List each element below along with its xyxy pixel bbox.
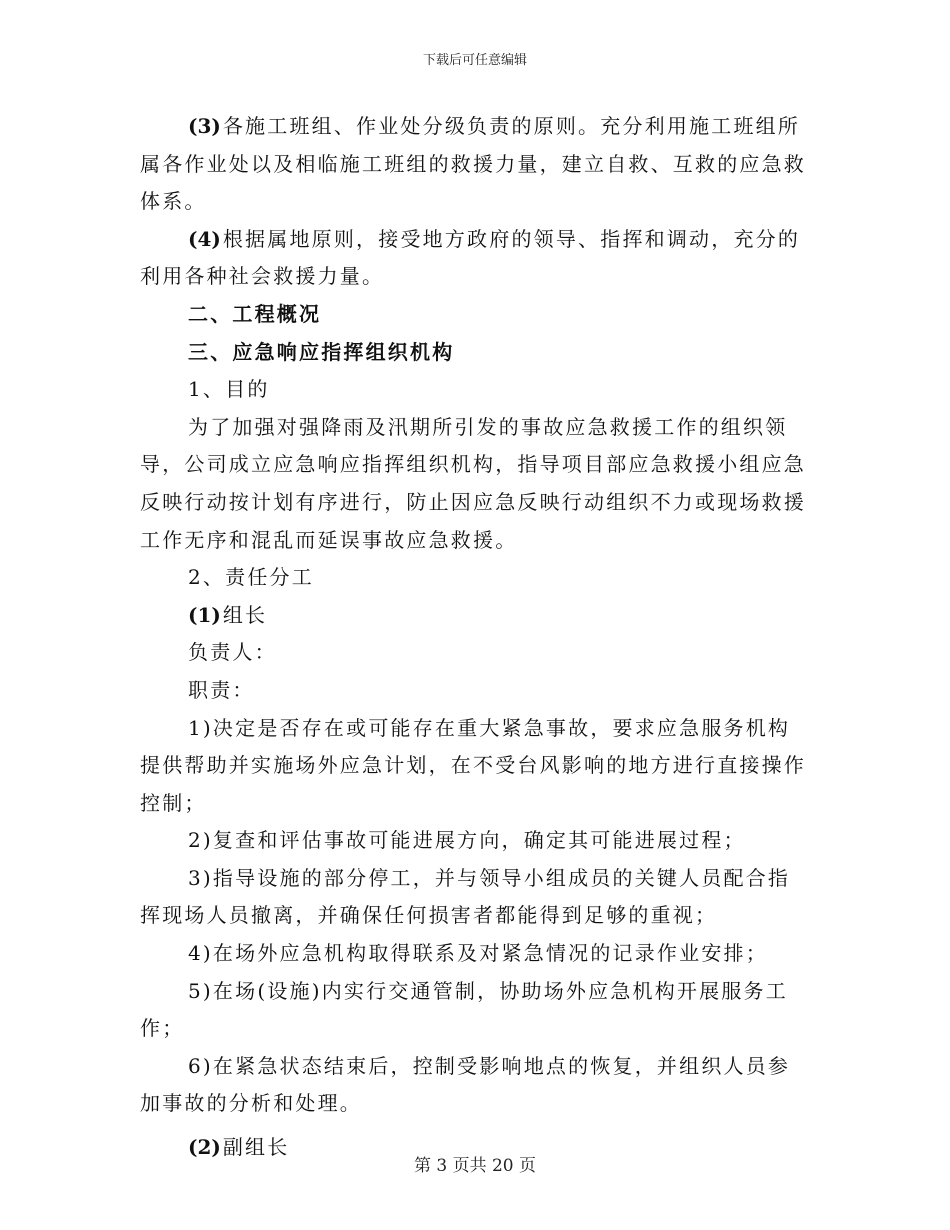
- page-footer: 第 3 页共 20 页: [413, 1156, 537, 1176]
- section-heading-command-organization: 三、应急响应指挥组织机构: [188, 339, 455, 364]
- duty-item: 3)指导设施的部分停工，并与领导小组成员的关键人员配合指挥现场人员撤离，并确保任何损害者都能得到足够的重视；: [140, 865, 791, 928]
- role-title: 副组长: [222, 1135, 290, 1160]
- duties-label: 职责：: [188, 677, 255, 702]
- duty-item: 4)在场外应急机构取得联系及对紧急情况的记录作业安排；: [188, 941, 768, 966]
- section-heading-project-overview: 二、工程概况: [188, 301, 322, 326]
- duty-item: 6)在紧急状态结束后，控制受影响地点的恢复，并组织人员参加事故的分析和处理。: [140, 1053, 791, 1116]
- document-body: [140, 108, 812, 1167]
- role-title: 组长: [222, 602, 268, 627]
- item-number: (3): [188, 114, 221, 138]
- item-number: (2): [188, 1135, 221, 1160]
- page-header: 下载后可任意编辑: [422, 53, 527, 68]
- subheading-purpose: 1、目的: [188, 377, 270, 402]
- paragraph-principle-4: [140, 221, 812, 296]
- paragraph-text: 根据属地原则，接受地方政府的领导、指挥和调动，充分的利用各种社会救援力量。: [140, 226, 801, 289]
- item-number: (4): [188, 226, 221, 251]
- paragraph-text: 各施工班组、作业处分级负责的原则。充分利用施工班组所属各作业处以及相临施工班组的救援力量，建立自救、互救的应急救体系。: [140, 114, 806, 214]
- duty-item: 1)决定是否存在或可能存在重大紧急事故，要求应急服务机构提供帮助并实施场外应急计划，在不受台风影响的地方进行直接操作控制；: [140, 715, 806, 815]
- responsible-person-label: 负责人：: [188, 640, 277, 665]
- paragraph-principle-3: [140, 108, 812, 221]
- duty-item: 5)在场(设施)内实行交通管制，协助场外应急机构开展服务工作；: [140, 978, 788, 1041]
- role-leader: [140, 597, 812, 635]
- paragraph-purpose: 为了加强对强降雨及汛期所引发的事故应急救援工作的组织领导，公司成立应急响应指挥组织机构，指导项目部应急救援小组应急反映行动按计划有序进行，防止因应急反映行动组织不力或现场救援工作无序和混乱而延误事故应急救援。: [140, 414, 806, 552]
- subheading-responsibilities: 2、责任分工: [188, 565, 314, 590]
- duty-item: 2)复查和评估事故可能进展方向，确定其可能进展过程；: [188, 828, 746, 853]
- item-number: (1): [188, 602, 221, 627]
